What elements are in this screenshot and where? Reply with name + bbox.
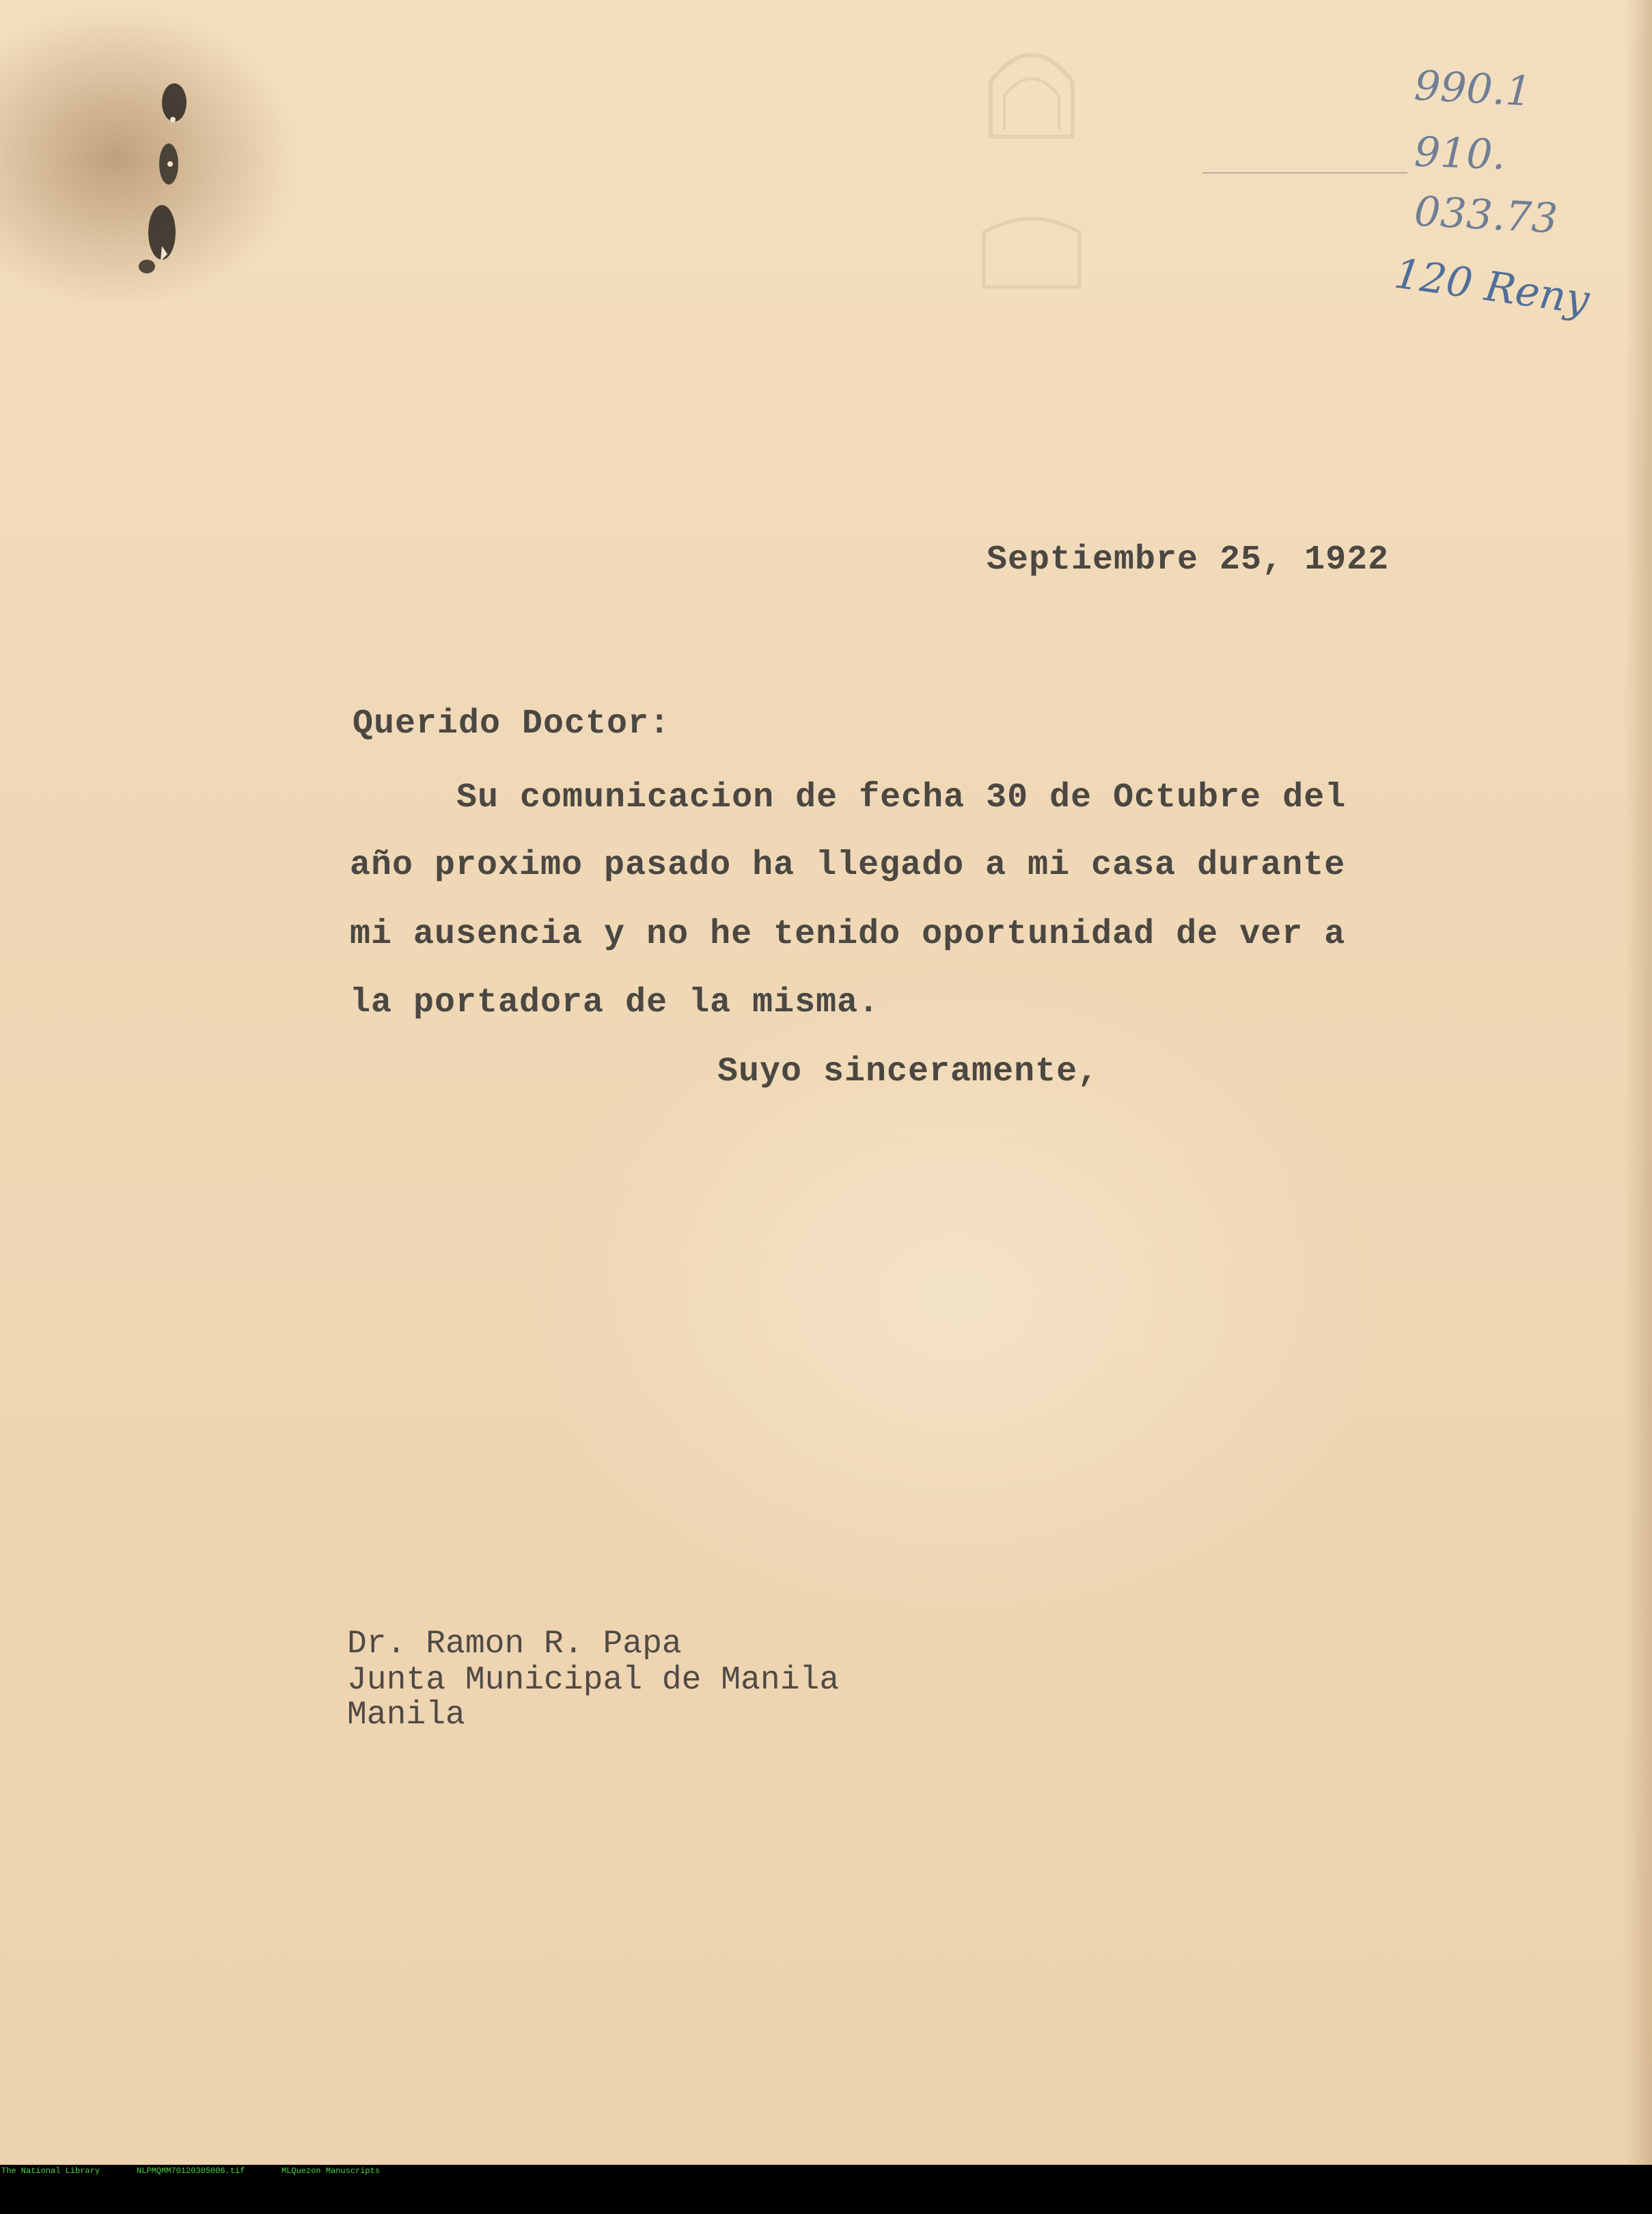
footer-institution: The National Library [1,2166,100,2176]
footer-filename: NLPMQMM70120305006.tif [137,2166,245,2176]
ink-stain [133,62,195,294]
scan-footer [0,2165,1652,2177]
annotation-line-4: 120 Reny [1391,249,1593,325]
closing: Suyo sinceramente, [717,1052,1099,1091]
letter-date: Septiembre 25, 1922 [987,541,1390,579]
body-line: Su comunicacion de fecha 30 de Octubre del [456,778,1347,817]
body-line: la portadora de la misma. [350,983,880,1022]
recipient-name: Dr. Ramon R. Papa [347,1626,682,1663]
recipient-organization: Junta Municipal de Manila [347,1662,840,1699]
annotation-line-3: 033.73 [1413,187,1559,243]
watermark-emboss [963,27,1100,314]
salutation: Querido Doctor: [353,705,671,743]
fold-line [1202,172,1407,174]
annotation-line-2: 910. [1413,128,1506,180]
body-line: año proximo pasado ha llegado a mi casa durante [350,846,1346,885]
footer-collection: MLQuezon Manuscripts [281,2166,381,2176]
annotation-line-1: 990.1 [1413,62,1533,116]
recipient-city: Manila [347,1697,465,1734]
body-line: mi ausencia y no he tenido oportunidad de ver a [350,915,1346,954]
